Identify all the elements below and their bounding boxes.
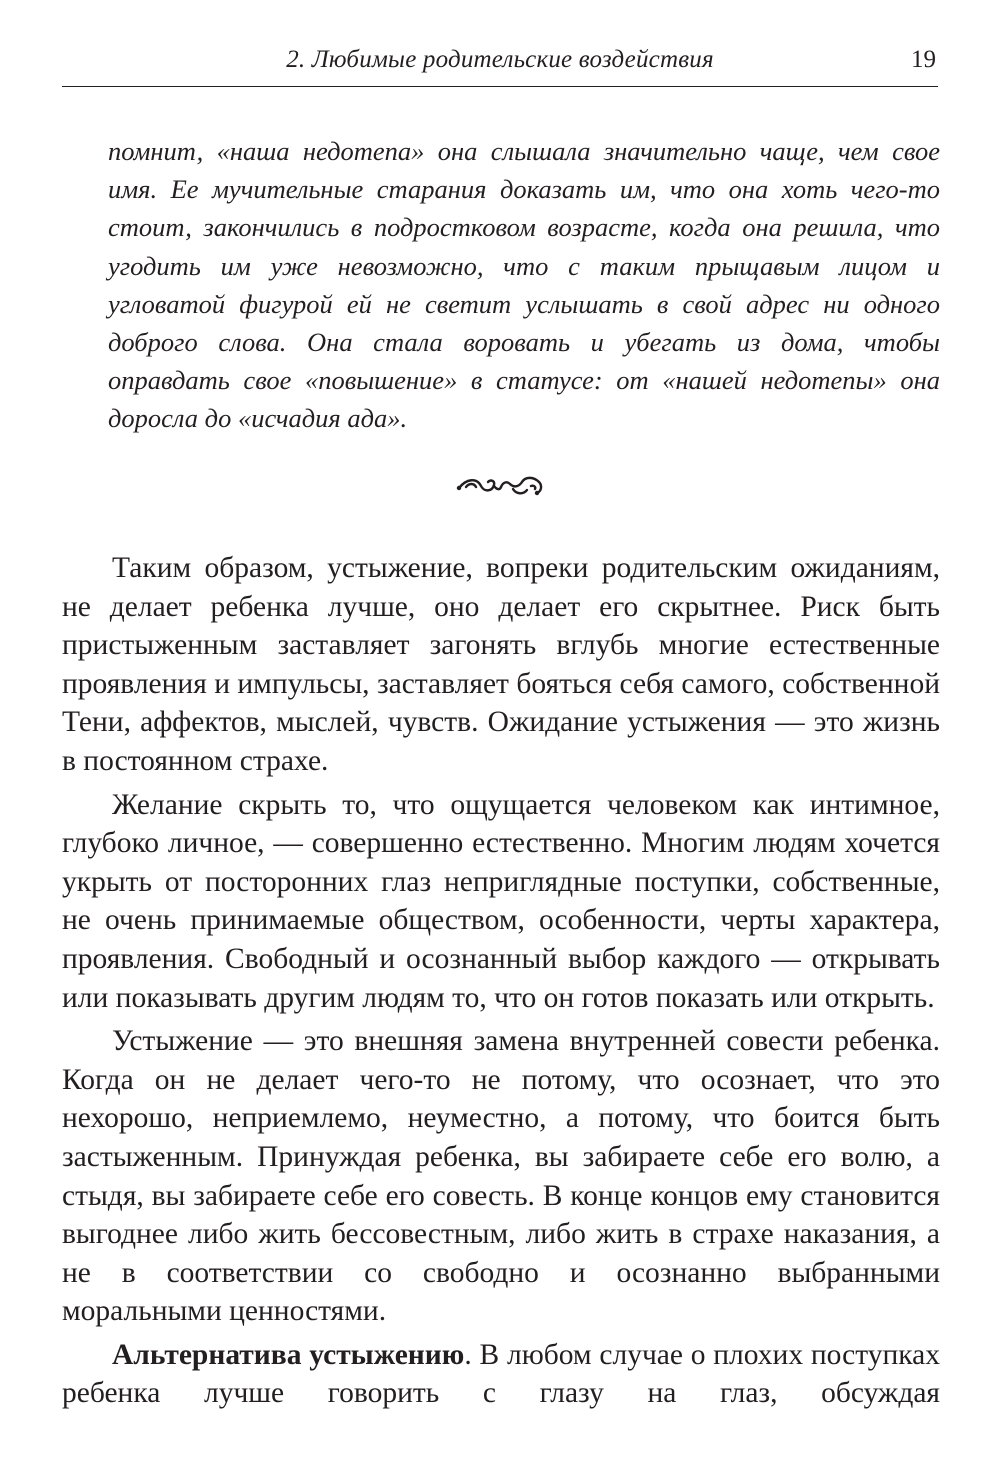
body-text <box>62 549 940 1418</box>
italic-case-example: помнит, «наша недотепа» она слышала значительно чаще, чем свое имя. Ее мучительные старания доказать им, что она хоть чего-то стоит, закончились в подростковом возрасте, когда она решила, что угодить им уже невозможно, что с таким прыщавым лицом и угловатой фигурой ей не светит услышать в свой адрес ни одного доброго слова. Она стала воровать и убегать из дома, чтобы оправдать свое «повышение» в статусе: от «нашей недотепы» она доросла до «исчадия ада». <box>108 136 940 434</box>
body-paragraph: Устыжение — это внешняя замена внутренней совести ребенка. Когда он не делает чего-то не потому, что осознает, что это нехорошо, неприемлемо, неуместно, а потому, что боится быть застыженным. Принуждая ребенка, вы забираете себе его волю, а стыдя, вы забираете себе его совесть. В конце концов ему становится выгоднее либо жить бессовестным, либо жить в страхе наказания, а не в соответствии со свободно и осознанно выбранными моральными ценностями. <box>62 1025 940 1328</box>
body-paragraph-alternative <box>62 1336 940 1413</box>
body-paragraph: Желание скрыть то, что ощущается человеком как интимное, глубоко личное, — совершенно естественно. Многим людям хочется укрыть от посторонних глаз неприглядные поступки, собственные, не очень принимаемые обществом, особенности, черты характера, проявления. Свободный и осознанный выбор каждого — открывать или показывать другим людям то, что он готов показать или открыть. <box>62 788 940 1014</box>
running-header <box>62 40 938 87</box>
paragraph-text: . В любом случае о плохих поступках ребенка лучше говорить с глазу на глаз, обсуждая <box>62 1338 940 1410</box>
body-paragraph: Таким образом, устыжение, вопреки родительским ожиданиям, не делает ребенка лучше, оно делает его скрытнее. Риск быть пристыженным заставляет загонять вглубь многие естественные проявления и импульсы, заставляет бояться себя самого, собственной Тени, аффектов, мыслей, чувств. Ожидание устыжения — это жизнь в постоянном страхе. <box>62 552 940 777</box>
vine-flourish-icon <box>455 470 547 502</box>
section-lead-term: Альтернатива устыжению <box>112 1338 465 1371</box>
chapter-running-title: 2. Любимые родительские воздействия <box>286 46 714 73</box>
page-number: 19 <box>911 46 936 73</box>
